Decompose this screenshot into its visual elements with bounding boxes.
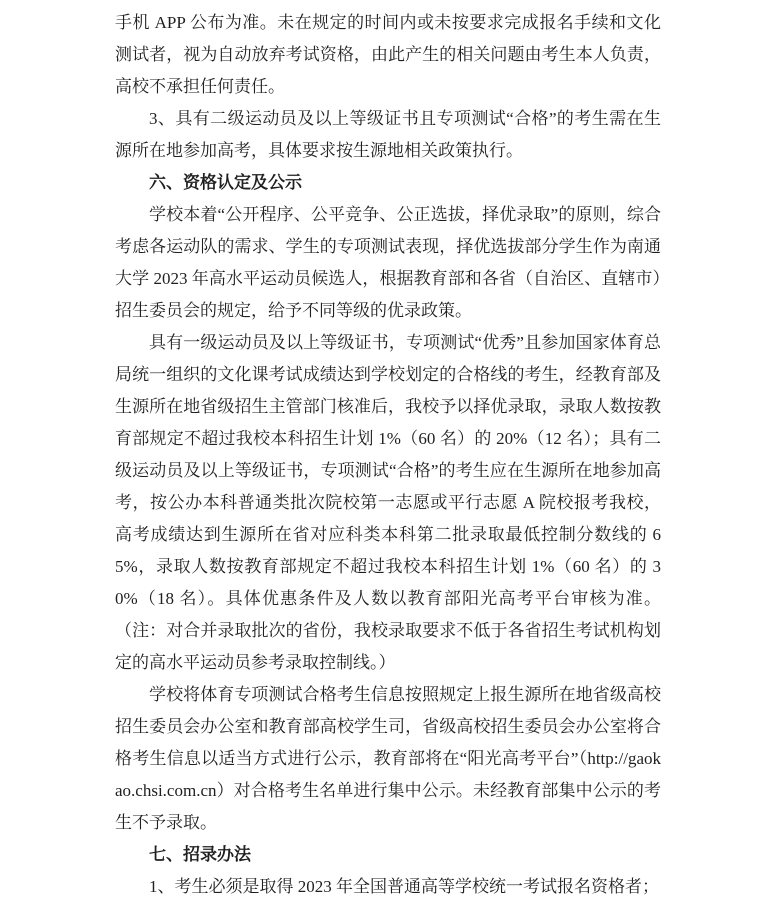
paragraph: 学校本着“公开程序、公平竞争、公正选拔，择优录取”的原则，综合考虑各运动队的需求、学生的专项测试表现，择优选拔部分学生作为南通大学 2023 年高水平运动员候选人，根据教育部和各省（自治区、直辖市）招生委员会的规定，给予不同等级的优录政策。 bbox=[115, 205, 661, 320]
paragraph: 1、考生必须是取得 2023 年全国普通高等学校统一考试报名资格者； bbox=[149, 877, 659, 896]
paragraph: 具有一级运动员及以上等级证书，专项测试“优秀”且参加国家体育总局统一组织的文化课考试成绩达到学校划定的合格线的考生，经教育部及生源所在地省级招生主管部门核准后，我校予以择优录取，录取人数按教育部规定不超过我校本科招生计划 1%（60 名）的 20%（12 名）；具有二级运动员及以上等级证书，专项测试“合格”的考生应在生源所在地参加高考，按公办本科普通类批次院校第一志愿或平行志愿 A 院校报考我校，高考成绩达到生源所在省对应科类本科第二批录取最低控制分数线的 65%，录取人数按教育部规定不超过我校本科招生计划 1%（60 名）的 30%（18 名）。具体优惠条件及人数以教育部阳光高考平台审核为准。（注：对合并录取批次的省份，我校录取要求不低于各省招生考试机构划定的高水平运动员参考录取控制线。） bbox=[115, 333, 661, 672]
paragraph: 手机 APP 公布为准。未在规定的时间内或未按要求完成报名手续和文化测试者，视为自动放弃考试资格，由此产生的相关问题由考生本人负责，高校不承担任何责任。 bbox=[115, 13, 661, 96]
section-heading: 七、招录办法 bbox=[149, 845, 251, 864]
section-heading: 六、资格认定及公示 bbox=[149, 173, 302, 192]
paragraph: 学校将体育专项测试合格考生信息按照规定上报生源所在地省级高校招生委员会办公室和教育部高校学生司，省级高校招生委员会办公室将合格考生信息以适当方式进行公示，教育部将在“阳光高考平台”（http://gaokao.chsi.com.cn）对合格考生名单进行集中公示。未经教育部集中公示的考生不予录取。 bbox=[115, 685, 661, 832]
paragraph: 3、具有二级运动员及以上等级证书且专项测试“合格”的考生需在生源所在地参加高考，具体要求按生源地相关政策执行。 bbox=[115, 109, 661, 160]
